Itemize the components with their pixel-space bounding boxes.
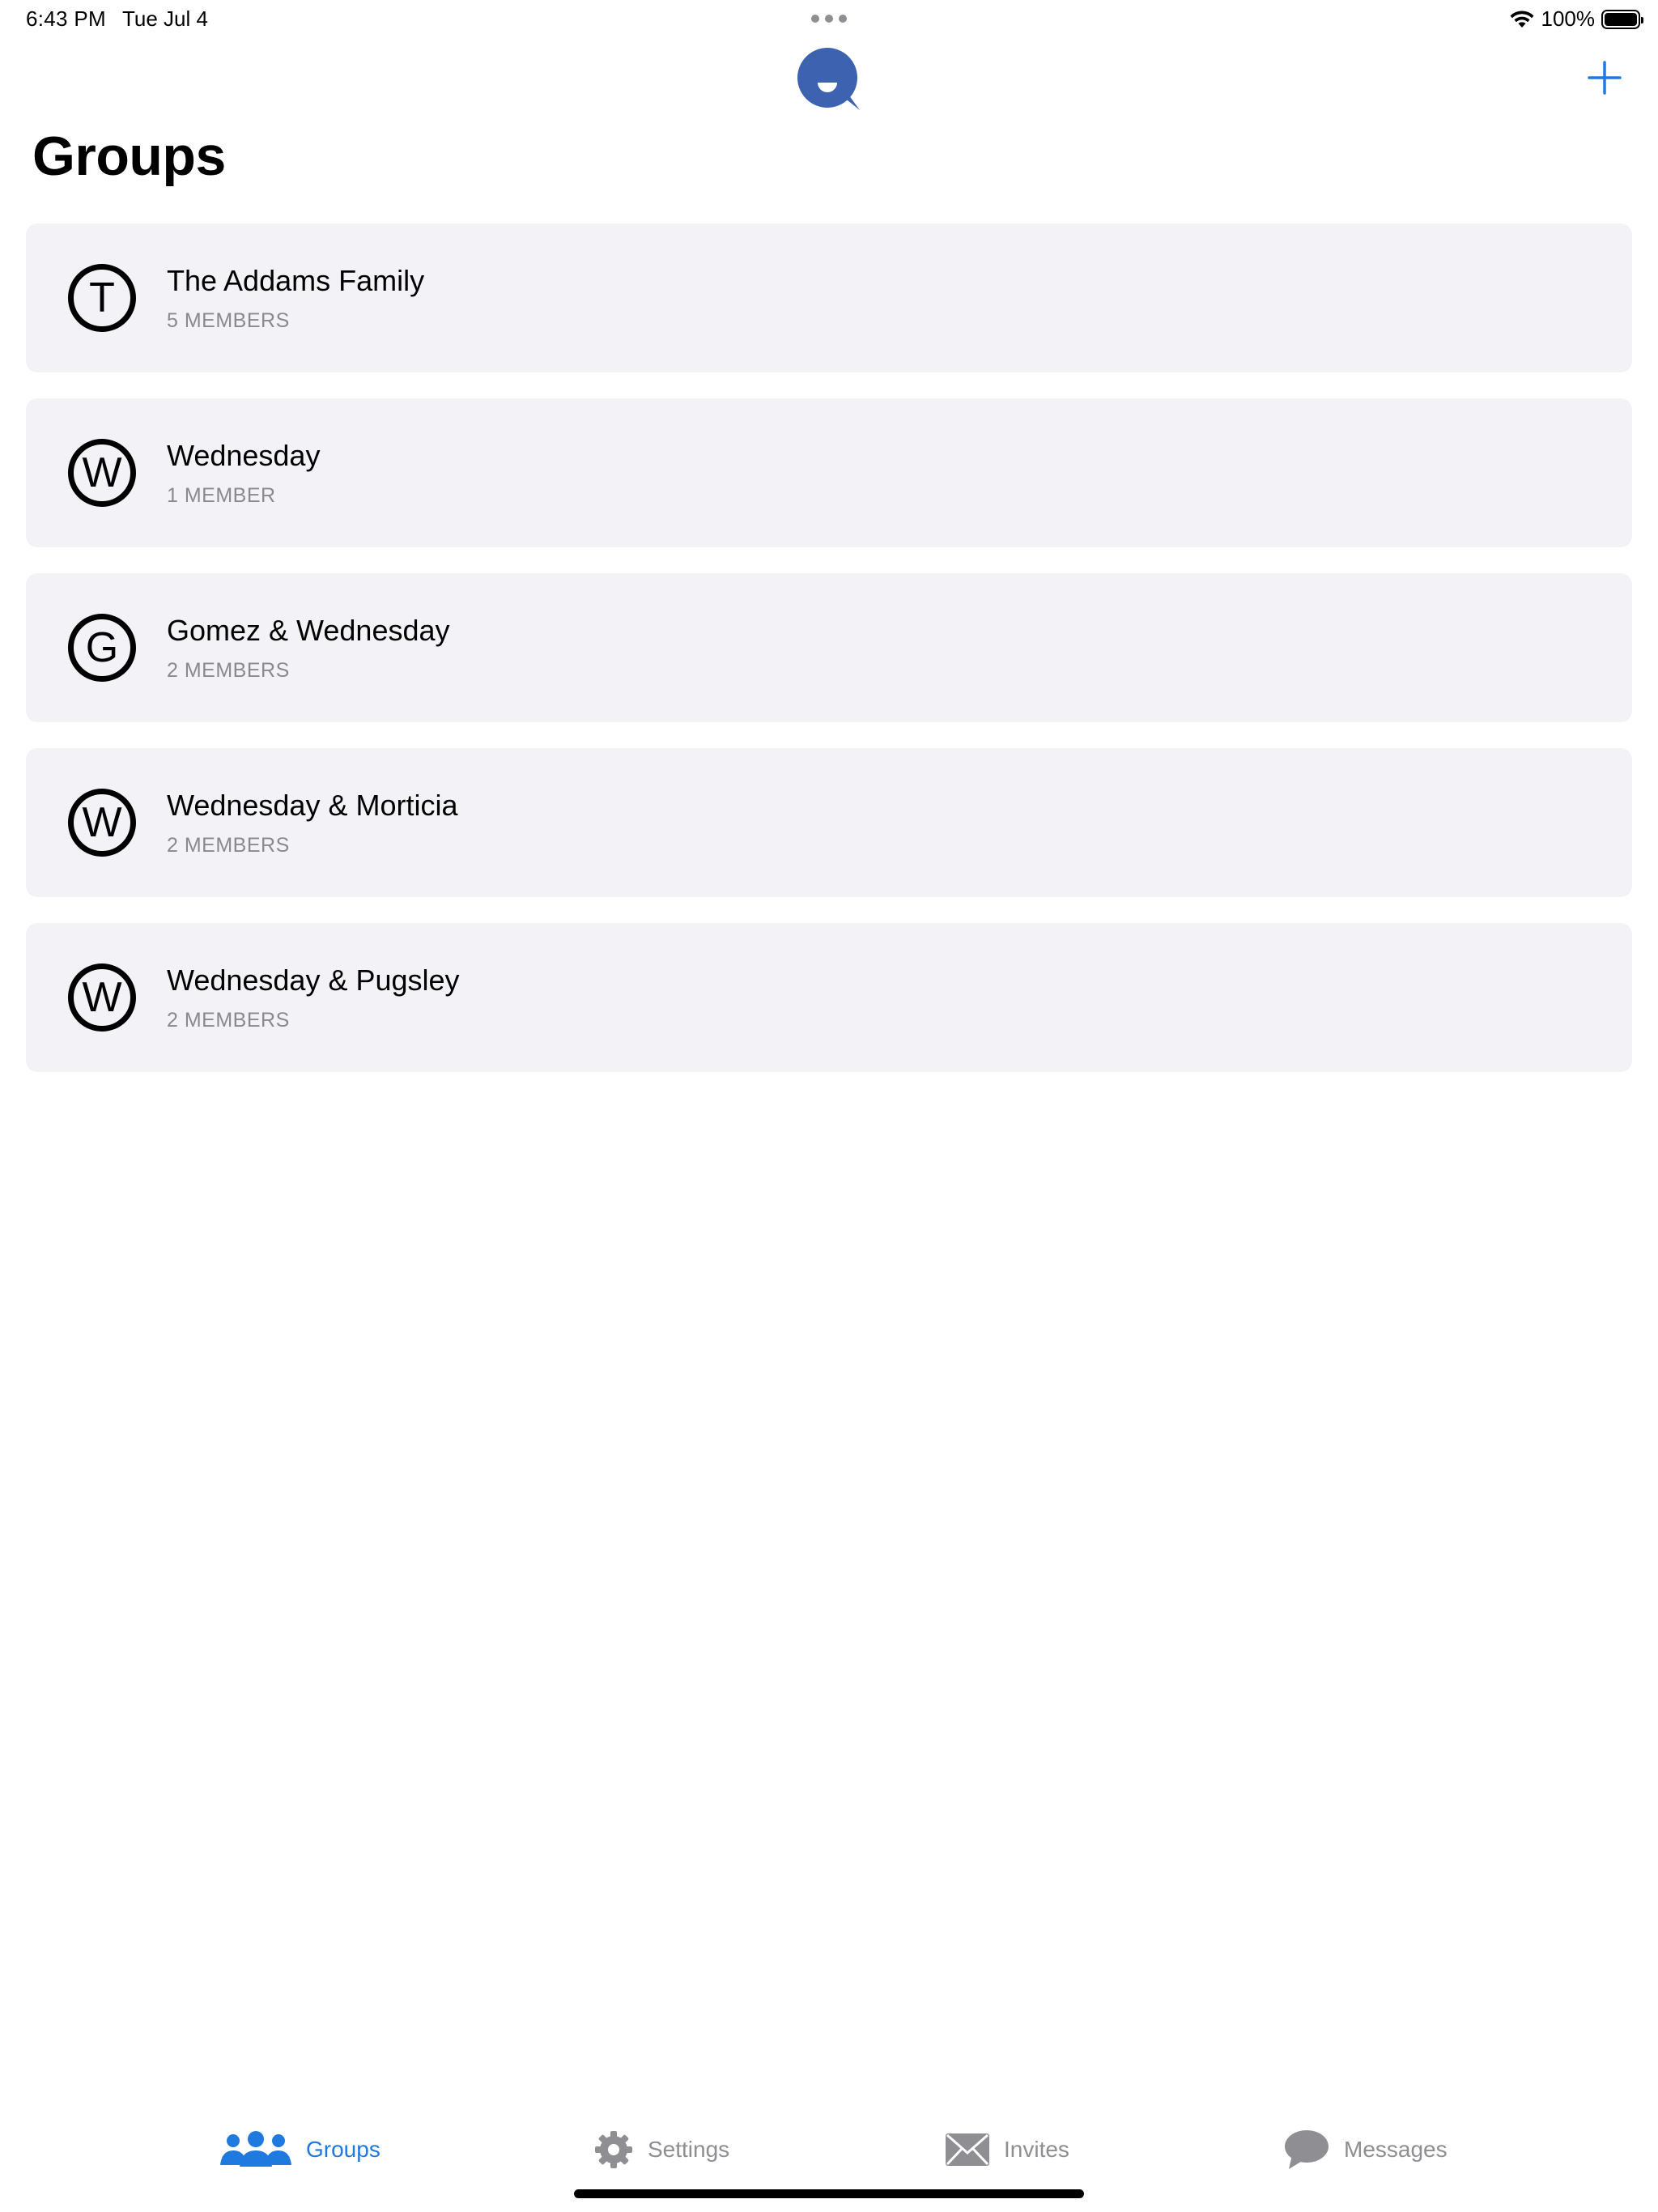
group-item[interactable] <box>26 573 1632 722</box>
chat-bubble-icon <box>1284 2129 1329 2170</box>
envelope-icon <box>946 2133 989 2166</box>
group-name: The Addams Family <box>167 264 425 297</box>
tab-groups[interactable] <box>220 2113 380 2186</box>
group-list <box>26 223 1632 1098</box>
add-group-button[interactable] <box>1587 60 1622 96</box>
group-name: Gomez & Wednesday <box>167 614 450 647</box>
tab-settings[interactable] <box>594 2113 729 2186</box>
gear-icon <box>594 2130 633 2169</box>
group-avatar: T <box>68 264 136 332</box>
home-indicator[interactable] <box>574 2189 1084 2198</box>
tab-label: Messages <box>1344 2137 1448 2162</box>
tab-label: Settings <box>648 2137 730 2162</box>
battery-percentage: 100% <box>1541 6 1595 31</box>
group-avatar: G <box>68 614 136 682</box>
group-avatar: W <box>68 439 136 507</box>
group-member-count: 2 MEMBERS <box>167 834 290 857</box>
group-avatar: W <box>68 789 136 857</box>
multitasking-dots-icon[interactable] <box>811 15 847 23</box>
page-title: Groups <box>32 125 226 187</box>
battery-icon <box>1601 10 1640 29</box>
group-name: Wednesday & Pugsley <box>167 963 460 997</box>
tab-messages[interactable] <box>1284 2113 1448 2186</box>
group-item[interactable] <box>26 398 1632 547</box>
group-member-count: 5 MEMBERS <box>167 309 290 332</box>
group-name: Wednesday & Morticia <box>167 789 458 822</box>
group-member-count: 2 MEMBERS <box>167 659 290 682</box>
group-member-count: 1 MEMBER <box>167 484 276 507</box>
tab-label: Groups <box>306 2137 380 2162</box>
status-indicators <box>1509 6 1641 32</box>
group-item[interactable] <box>26 223 1632 372</box>
status-date: Tue Jul 4 <box>122 6 208 31</box>
group-item[interactable] <box>26 748 1632 897</box>
group-avatar: W <box>68 963 136 1032</box>
group-name: Wednesday <box>167 439 321 472</box>
wifi-icon <box>1509 10 1535 29</box>
tab-invites[interactable] <box>946 2113 1069 2186</box>
status-time: 6:43 PM <box>26 6 106 31</box>
group-item[interactable] <box>26 923 1632 1072</box>
tab-label: Invites <box>1004 2137 1069 2162</box>
app-logo-icon <box>797 47 861 112</box>
group-member-count: 2 MEMBERS <box>167 1009 290 1032</box>
people-icon <box>220 2131 291 2168</box>
tab-bar <box>0 2113 1658 2186</box>
